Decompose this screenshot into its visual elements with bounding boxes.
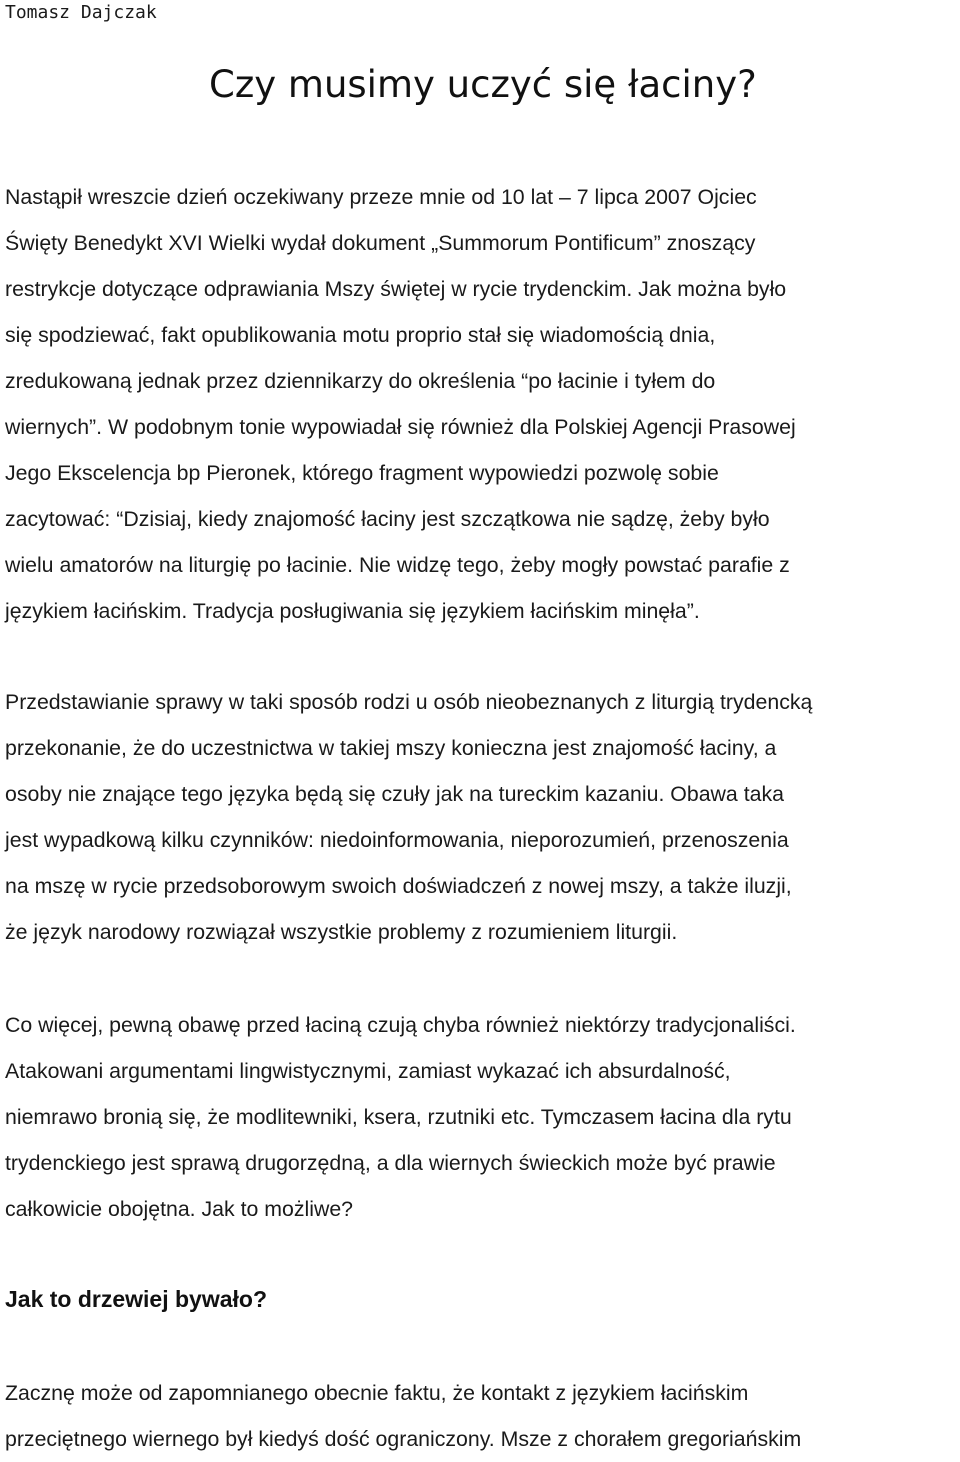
text-line: wielu amatorów na liturgię po łacinie. Nie widzę tego, żeby mogły powstać parafie z — [5, 553, 790, 577]
text-line: na mszę w rycie przedsoborowym swoich doświadczeń z nowej mszy, a także iluzji, — [5, 874, 792, 898]
paragraph-2 — [5, 679, 955, 955]
text-line: Co więcej, pewną obawę przed łaciną czują chyba również niektórzy tradycjonaliści. — [5, 1013, 796, 1037]
text-line: Zacznę może od zapomnianego obecnie faktu, że kontakt z językiem łacińskim — [5, 1381, 749, 1405]
text-line: przeciętnego wiernego był kiedyś dość ograniczony. Msze z chorałem gregoriańskim — [5, 1427, 802, 1451]
section-heading: Jak to drzewiej bywało? — [5, 1286, 268, 1312]
text-line: że język narodowy rozwiązał wszystkie problemy z rozumieniem liturgii. — [5, 920, 678, 944]
text-line: Atakowani argumentami lingwistycznymi, zamiast wykazać ich absurdalność, — [5, 1059, 731, 1083]
text-line: niemrawo bronią się, że modlitewniki, ksera, rzutniki etc. Tymczasem łacina dla rytu — [5, 1105, 792, 1129]
text-line: osoby nie znające tego języka będą się czuły jak na tureckim kazaniu. Obawa taka — [5, 782, 784, 806]
text-line: językiem łacińskim. Tradycja posługiwania się językiem łacińskim minęła”. — [5, 599, 700, 623]
text-line: Święty Benedykt XVI Wielki wydał dokument „Summorum Pontificum” znoszący — [5, 231, 756, 255]
text-line: Jego Ekscelencja bp Pieronek, którego fragment wypowiedzi pozwolę sobie — [5, 461, 719, 485]
text-line: zacytować: “Dzisiaj, kiedy znajomość łaciny jest szczątkowa nie sądzę, żeby było — [5, 507, 770, 531]
text-line: Przedstawianie sprawy w taki sposób rodzi u osób nieobeznanych z liturgią trydencką — [5, 690, 813, 714]
paragraph-4 — [5, 1370, 955, 1462]
text-line: się spodziewać, fakt opublikowania motu proprio stał się wiadomością dnia, — [5, 323, 716, 347]
paragraph-3 — [5, 1002, 955, 1232]
text-line: Nastąpił wreszcie dzień oczekiwany przeze mnie od 10 lat – 7 lipca 2007 Ojciec — [5, 185, 757, 209]
page-title: Czy musimy uczyć się łaciny? — [209, 63, 757, 106]
text-line: restrykcje dotyczące odprawiania Mszy świętej w rycie trydenckim. Jak można było — [5, 277, 787, 301]
text-line: przekonanie, że do uczestnictwa w takiej mszy konieczna jest znajomość łaciny, a — [5, 736, 777, 760]
text-line: całkowicie obojętna. Jak to możliwe? — [5, 1197, 354, 1221]
author-name: Tomasz Dajczak — [5, 2, 157, 23]
text-line: trydenckiego jest sprawą drugorzędną, a dla wiernych świeckich może być prawie — [5, 1151, 776, 1175]
paragraph-1 — [5, 174, 955, 634]
text-line: wiernych”. W podobnym tonie wypowiadał się również dla Polskiej Agencji Prasowej — [5, 415, 796, 439]
text-line: zredukowaną jednak przez dziennikarzy do określenia “po łacinie i tyłem do — [5, 369, 716, 393]
text-line: jest wypadkową kilku czynników: niedoinformowania, nieporozumień, przenoszenia — [5, 828, 789, 852]
